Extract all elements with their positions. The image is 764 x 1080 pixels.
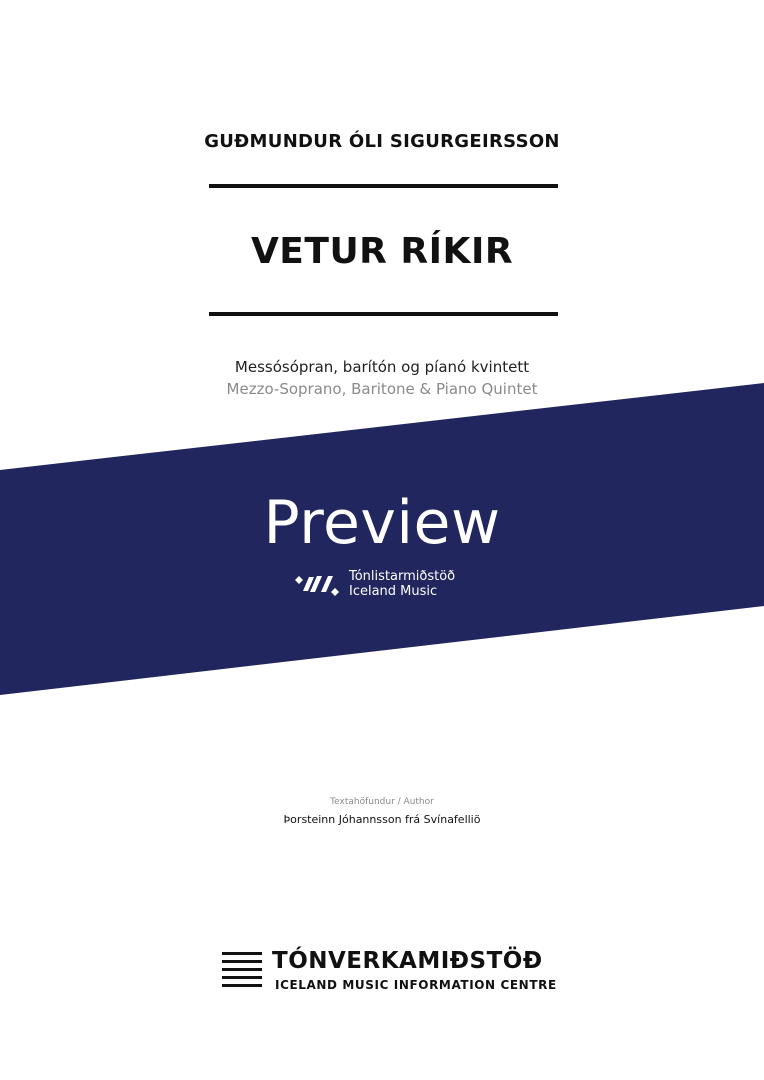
iceland-music-name: Tónlistarmiðstöð bbox=[349, 569, 456, 584]
publisher-subtitle: ICELAND MUSIC INFORMATION CENTRE bbox=[275, 978, 557, 992]
work-title: VETUR RÍKIR bbox=[250, 231, 514, 272]
stacked-lines-logo-icon bbox=[222, 951, 262, 991]
publisher-name: TÓNVERKAMIÐSTÖÐ bbox=[272, 948, 543, 974]
author-name: Þorsteinn Jóhannsson frá Svínafelliö bbox=[283, 813, 481, 826]
instrumentation-english: Mezzo-Soprano, Baritone & Piano Quintet bbox=[226, 380, 538, 398]
top-divider bbox=[209, 184, 558, 188]
author-label: Textahöfundur / Author bbox=[330, 797, 434, 807]
iceland-music-name-english: Iceland Music bbox=[349, 584, 438, 599]
preview-label: Preview bbox=[263, 488, 501, 558]
iceland-music-logo-icon bbox=[293, 570, 341, 598]
bottom-divider bbox=[209, 312, 558, 316]
instrumentation-icelandic: Messósópran, barítón og píanó kvintett bbox=[234, 358, 530, 376]
composer-name: GUÐMUNDUR ÓLI SIGURGEIRSSON bbox=[204, 131, 560, 152]
